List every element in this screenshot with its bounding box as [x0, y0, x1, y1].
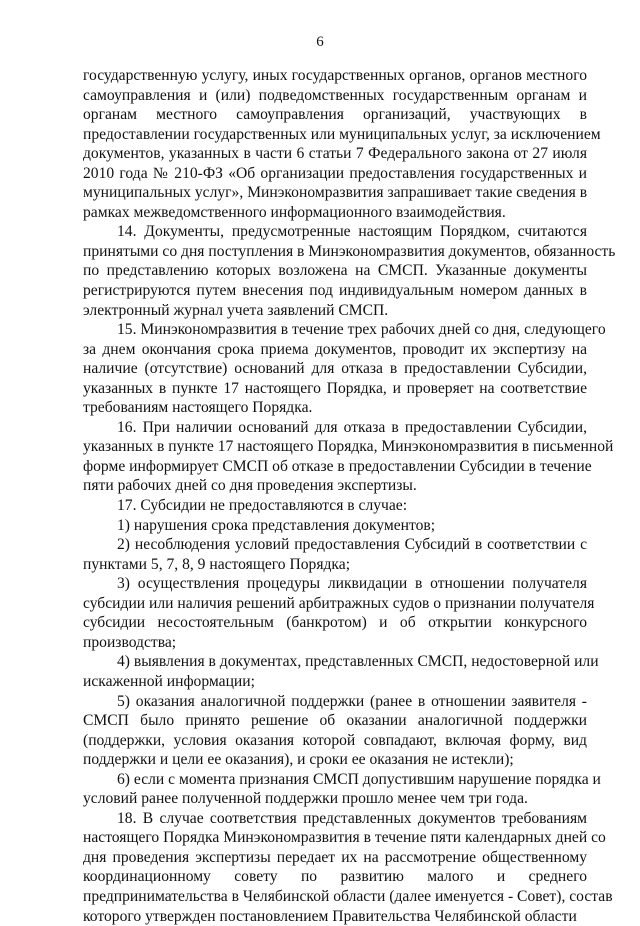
text-line: настоящего Порядка Минэкономразвития в течение пяти календарных дней со: [83, 829, 606, 847]
text-line: 6) если с момента признания СМСП допустившим нарушение порядка и: [117, 770, 601, 788]
paragraph: [83, 535, 587, 574]
paragraph: [83, 66, 601, 222]
paragraph: [83, 320, 606, 418]
text-line: указанных в пункте 17 настоящего Порядка, и проверяет на соответствие: [83, 379, 587, 397]
text-line: субсидии или наличия решений арбитражных судов о признании получателя: [83, 594, 595, 612]
text-line: 3) осуществления процедуры ликвидации в отношении получателя: [117, 575, 587, 593]
paragraph: [83, 652, 599, 691]
text-line: самоуправления и (или) подведомственных государственным органам и: [83, 86, 587, 104]
text-line: 2) несоблюдения условий предоставления Субсидий в соответствии с: [117, 536, 587, 554]
text-line: органам местного самоуправления организаций, участвующих в: [83, 106, 587, 124]
text-line: 18. В случае соответствия представленных документов требованиям: [117, 809, 587, 827]
text-line: 15. Минэкономразвития в течение трех рабочих дней со дня, следующего: [117, 321, 606, 339]
text-line: по представлению которых возложена на СМСП. Указанные документы: [83, 262, 587, 280]
paragraph: [83, 516, 587, 536]
text-line: 16. При наличии оснований для отказа в предоставлении Субсидии,: [117, 418, 587, 436]
text-line: 2010 года № 210-ФЗ «Об организации предоставления государственных и: [83, 164, 587, 182]
paragraph: [83, 770, 601, 809]
text-line: дня проведения экспертизы передает их на рассмотрение общественному: [83, 848, 587, 866]
paragraph: [83, 496, 587, 516]
text-line: государственную услугу, иных государственных органов, органов местного: [83, 67, 587, 84]
text-line: регистрируются путем внесения под индивидуальным номером данных в: [83, 282, 587, 300]
text-line: пунктами 5, 7, 8, 9 настоящего Порядка;: [83, 555, 351, 573]
text-line: (поддержки, условия оказания которой совпадают, включая форму, вид: [83, 731, 587, 749]
text-line: 5) оказания аналогичной поддержки (ранее в отношении заявителя -: [117, 692, 587, 710]
document-body: [83, 66, 616, 926]
text-line: за днем окончания срока приема документов, проводит их экспертизу на: [83, 340, 587, 358]
text-line: рамках межведомственного информационного взаимодействия.: [83, 203, 506, 221]
text-line: предпринимательства в Челябинской области (далее именуется - Совет), состав: [83, 887, 613, 905]
text-line: электронный журнал учета заявлений СМСП.: [83, 301, 389, 319]
text-line: СМСП было принято решение об оказании аналогичной поддержки: [83, 712, 587, 730]
text-line: которого утвержден постановлением Правительства Челябинской области: [83, 907, 577, 925]
text-line: искаженной информации;: [83, 672, 255, 690]
text-line: предоставлении государственных или муниципальных услуг, за исключением: [83, 125, 601, 143]
text-line: субсидии несостоятельным (банкротом) и об открытии конкурсного: [83, 614, 587, 632]
text-line: 14. Документы, предусмотренные настоящим Порядком, считаются: [117, 223, 587, 241]
text-line: принятыми со дня поступления в Минэкономразвития документов, обязанность: [83, 242, 616, 260]
text-line: поддержки и цели ее оказания), и сроки ее оказания не истекли);: [83, 751, 514, 769]
text-line: 4) выявления в документах, представленных СМСП, недостоверной или: [117, 653, 599, 671]
text-line: указанных в пункте 17 настоящего Порядка, Минэкономразвития в письменной: [83, 438, 614, 456]
text-line: пяти рабочих дней со дня проведения экспертизы.: [83, 477, 417, 495]
text-line: муниципальных услуг», Минэкономразвития запрашивает такие сведения в: [83, 184, 588, 202]
text-line: форме информирует СМСП об отказе в предоставлении Субсидии в течение: [83, 457, 592, 475]
text-line: наличие (отсутствие) оснований для отказа в предоставлении Субсидии,: [83, 360, 587, 378]
text-line: требованиям настоящего Порядка.: [83, 399, 313, 417]
paragraph: [83, 574, 595, 652]
text-line: 1) нарушения срока представления документов;: [117, 516, 436, 534]
text-line: производства;: [83, 633, 177, 651]
text-line: 17. Субсидии не предоставляются в случае:: [117, 497, 408, 515]
page-number: 6: [316, 34, 324, 50]
text-line: документов, указанных в части 6 статьи 7 Федерального закона от 27 июля: [83, 145, 587, 163]
paragraph: [83, 809, 613, 926]
paragraph: [83, 418, 614, 496]
text-line: условий ранее полученной поддержки прошло менее чем три года.: [83, 790, 528, 808]
paragraph: [83, 692, 587, 770]
text-line: координационному совету по развитию малого и среднего: [83, 868, 587, 886]
paragraph: [83, 222, 616, 320]
